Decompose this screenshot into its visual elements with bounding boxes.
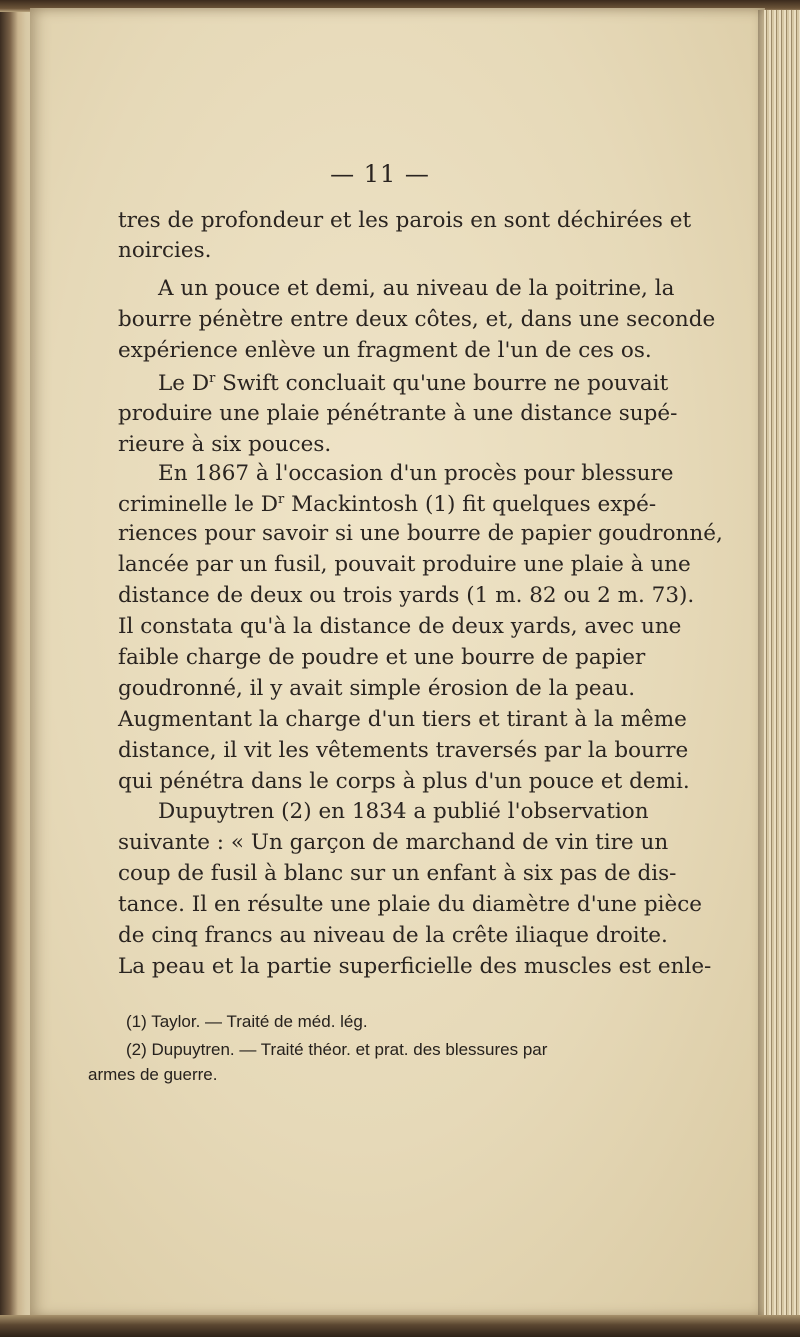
book-fore-edge bbox=[764, 10, 800, 1315]
dr-superscript-2: r bbox=[278, 492, 285, 507]
body-line-6 bbox=[158, 372, 668, 395]
footnote-2-continued: armes de guerre. bbox=[88, 1065, 218, 1084]
body-line-11: riences pour savoir si une bourre de papier goudronné, bbox=[118, 521, 723, 546]
footnote-2: (2) Dupuytren. — Traité théor. et prat. des blessures par bbox=[126, 1040, 548, 1059]
body-line-22: coup de fusil à blanc sur un enfant à six pas de dis- bbox=[118, 861, 677, 886]
dr-superscript: r bbox=[209, 371, 216, 386]
body-line-24: de cinq francs au niveau de la crête iliaque droite. bbox=[118, 923, 668, 948]
body-line-16: goudronné, il y avait simple érosion de la peau. bbox=[118, 676, 636, 701]
dr-label: Le D bbox=[158, 371, 210, 396]
body-line-4: bourre pénètre entre deux côtes, et, dans une seconde bbox=[118, 307, 716, 332]
body-line-8: rieure à six pouces. bbox=[118, 432, 332, 457]
body-line-1: tres de profondeur et les parois en sont déchirées et bbox=[118, 208, 692, 233]
body-line-7: produire une plaie pénétrante à une distance supé- bbox=[118, 401, 678, 426]
body-line-21: suivante : « Un garçon de marchand de vin tire un bbox=[118, 830, 669, 855]
body-line-23: tance. Il en résulte une plaie du diamètre d'une pièce bbox=[118, 892, 702, 917]
body-line-15: faible charge de poudre et une bourre de papier bbox=[118, 645, 646, 670]
body-line-18: distance, il vit les vêtements traversés par la bourre bbox=[118, 738, 689, 763]
footnote-1: (1) Taylor. — Traité de méd. lég. bbox=[126, 1012, 368, 1031]
body-line-19: qui pénétra dans le corps à plus d'un pouce et demi. bbox=[118, 769, 690, 794]
body-line-25: La peau et la partie superficielle des muscles est enle- bbox=[118, 954, 712, 979]
dr-label-2: criminelle le D bbox=[118, 492, 279, 517]
body-line-13: distance de deux ou trois yards (1 m. 82 ou 2 m. 73). bbox=[118, 583, 695, 608]
body-line-5: expérience enlève un fragment de l'un de ces os. bbox=[118, 338, 652, 363]
body-line-14: Il constata qu'à la distance de deux yards, avec une bbox=[118, 614, 682, 639]
body-line-10-rest: Mackintosh (1) fit quelques expé- bbox=[284, 492, 657, 517]
body-line-2: noircies. bbox=[118, 238, 212, 263]
page-number: — 11 — bbox=[330, 160, 430, 188]
body-line-6-rest: Swift concluait qu'une bourre ne pouvait bbox=[215, 371, 669, 396]
body-line-9: En 1867 à l'occasion d'un procès pour blessure bbox=[158, 461, 674, 486]
body-line-3: A un pouce et demi, au niveau de la poitrine, la bbox=[158, 276, 675, 301]
body-line-20: Dupuytren (2) en 1834 a publié l'observation bbox=[158, 799, 649, 824]
book-bottom-edge bbox=[0, 1315, 800, 1337]
body-line-17: Augmentant la charge d'un tiers et tirant à la même bbox=[118, 707, 687, 732]
body-line-10 bbox=[118, 493, 656, 516]
paper-page bbox=[30, 8, 765, 1318]
body-line-12: lancée par un fusil, pouvait produire une plaie à une bbox=[118, 552, 691, 577]
